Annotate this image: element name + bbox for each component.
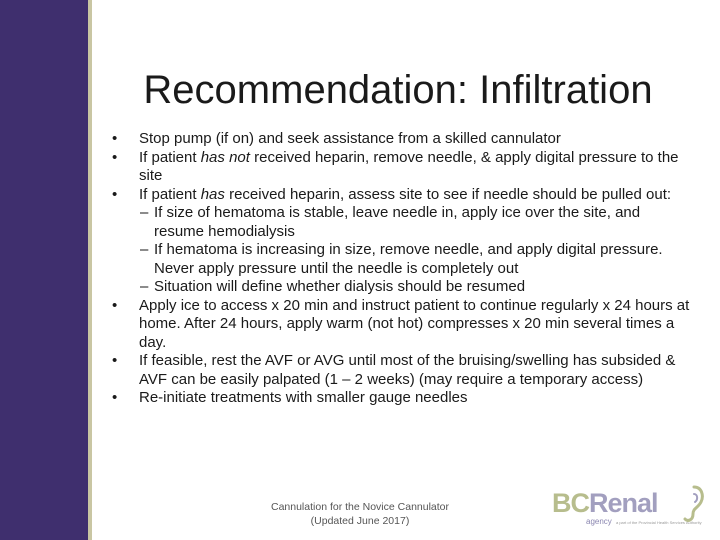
bullet-text-rest: received heparin, remove needle, & apply digital pressure to the site xyxy=(139,148,679,184)
bullet-text-rest: received heparin, assess site to see if needle should be pulled out: xyxy=(224,185,672,203)
sub-bullet-item xyxy=(108,278,690,297)
sub-bullet-dash: – xyxy=(140,241,149,258)
slide-title: Recommendation: Infiltration xyxy=(143,68,653,112)
sub-bullet-item xyxy=(108,241,690,278)
bullet-item xyxy=(108,186,690,205)
bullet-emphasis: has xyxy=(200,185,225,203)
logo-subtext: a part of the Provincial Health Services Authority xyxy=(616,520,702,525)
logo-agency-text: agency xyxy=(586,517,612,526)
footer-line-2: (Updated June 2017) xyxy=(310,515,410,527)
bullet-text: If patient xyxy=(139,148,201,166)
bullet-item xyxy=(108,130,690,149)
slide-footer xyxy=(250,500,470,528)
bullet-text: Re-initiate treatments with smaller gauge needles xyxy=(139,389,468,406)
bullet-text: Apply ice to access x 20 min and instruct patient to continue regularly x 24 hours at home. After 24 hours, apply warm (not hot) compresses x 20 min several times a day. xyxy=(139,296,690,351)
bullet-text: If feasible, rest the AVF or AVG until most of the bruising/swelling has subsided & AVF can be easily palpated (1 – 2 weeks) (may require a temporary access) xyxy=(139,352,676,388)
logo-bc-text: BC xyxy=(552,488,589,518)
bullet-dot: • xyxy=(112,352,118,369)
sub-bullet-dash: – xyxy=(140,204,149,221)
logo-wordmark xyxy=(552,488,658,519)
footer-line-1: Cannulation for the Novice Cannulator xyxy=(270,501,450,513)
bullet-item xyxy=(108,389,690,408)
sub-bullet-text: If hematoma is increasing in size, remove needle, and apply digital pressure. Never apply pressure until the needle is completely out xyxy=(154,241,663,277)
bullet-dot: • xyxy=(112,389,118,406)
sidebar-bar xyxy=(0,0,92,540)
logo-renal-text: Renal xyxy=(589,488,658,518)
bullet-dot: • xyxy=(112,185,118,203)
bullet-dot: • xyxy=(112,148,118,166)
bullet-item xyxy=(108,297,690,353)
bullet-dot: • xyxy=(112,296,118,314)
bcrenal-logo xyxy=(552,484,712,534)
bullet-item xyxy=(108,352,690,389)
bullet-emphasis: has not xyxy=(200,148,250,166)
sub-bullet-item xyxy=(108,204,690,241)
kidney-ear-icon xyxy=(682,484,706,524)
bullet-item xyxy=(108,149,690,186)
bullet-text: If patient xyxy=(139,185,201,203)
slide-content xyxy=(108,130,690,408)
bullet-dot: • xyxy=(112,130,118,147)
sub-bullet-text: Situation will define whether dialysis should be resumed xyxy=(154,278,526,295)
sub-bullet-dash: – xyxy=(140,278,149,295)
sub-bullet-text: If size of hematoma is stable, leave needle in, apply ice over the site, and resume hemodialysis xyxy=(154,204,641,240)
bullet-text: Stop pump (if on) and seek assistance from a skilled cannulator xyxy=(139,130,561,147)
